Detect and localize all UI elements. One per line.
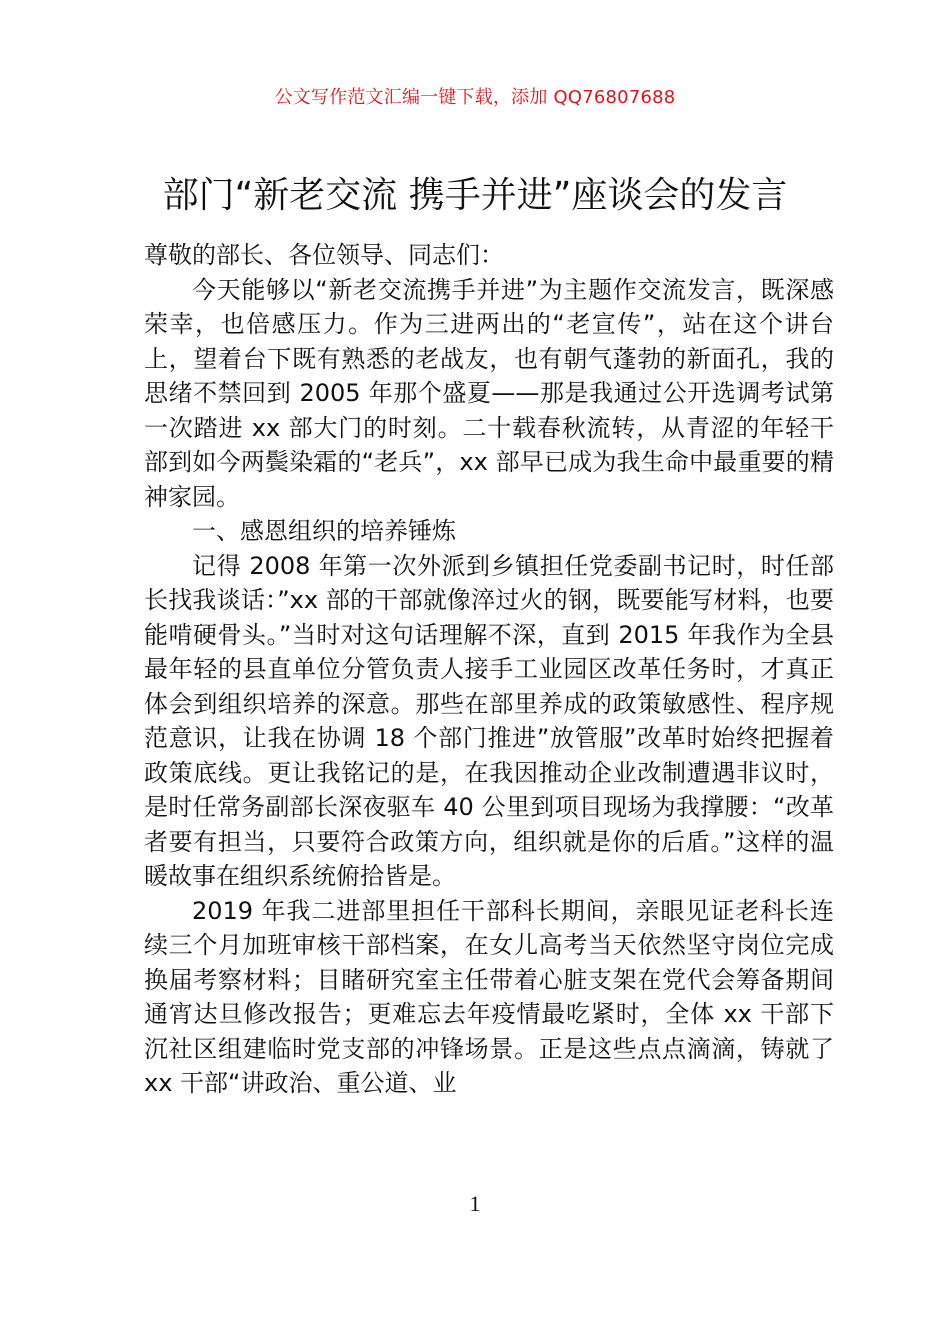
paragraph-2008: 记得 2008 年第一次外派到乡镇担任党委副书记时，时任部长找我谈话：”xx 部的干部就像淬过火的钢，既要能写材料，也要能啃硬骨头。”当时对这句话理解不深，直到 2015 年我作为全县最年轻的县直单位分管负责人接手工业园区改革任务时，才真正体会到组织培养的深意。那些在部里养成的政策敏感性、程序规范意识，让我在协调 18 个部门推进”放管服”改革时始终把握着政策底线。更让我铭记的是，在我因推动企业改制遭遇非议时，是时任常务副部长深夜驱车 40 公里到项目现场为我撑腰：“改革者要有担当，只要符合政策方向，组织就是你的后盾。”这样的温暖故事在组织系统俯拾皆是。	[144, 551, 834, 890]
paragraph-intro: 今天能够以“新老交流携手并进”为主题作交流发言，既深感荣幸，也倍感压力。作为三进两出的“老宣传”，站在这个讲台上，望着台下既有熟悉的老战友，也有朝气蓬勃的新面孔，我的思绪不禁回到 2005 年那个盛夏——那是我通过公开选调考试第一次踏进 xx 部大门的时刻。二十载春秋流转，从青涩的年轻干部到如今两鬓染霜的“老兵”，xx 部早已成为我生命中最重要的精神家园。	[144, 275, 834, 511]
page-number: 1	[469, 1191, 481, 1216]
salutation: 尊敬的部长、各位领导、同志们：	[144, 241, 504, 269]
document-title: 部门“新老交流 携手并进”座谈会的发言	[162, 175, 788, 216]
paragraph-2019: 2019 年我二进部里担任干部科长期间，亲眼见证老科长连续三个月加班审核干部档案，在女儿高考当天依然坚守岗位完成换届考察材料；目睹研究室主任带着心脏支架在党代会筹备期间通宵达旦修改报告；更难忘去年疫情最吃紧时，全体 xx 干部下沉社区组建临时党支部的冲锋场景。正是这些点点滴滴，铸就了 xx 干部“讲政治、重公道、业	[144, 896, 834, 1097]
download-banner: 公文写作范文汇编一键下载，添加 QQ76807688	[274, 87, 676, 108]
document-body	[144, 238, 834, 1101]
section-heading-1: 一、感恩组织的培养锤炼	[192, 517, 456, 545]
